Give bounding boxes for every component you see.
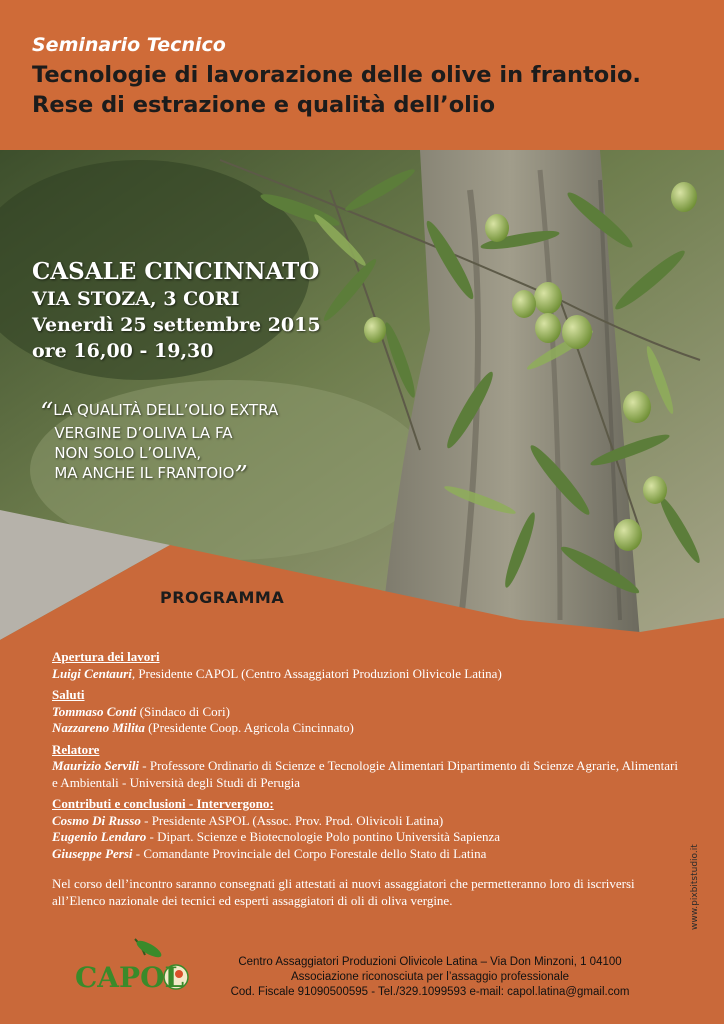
side-credit-text: www.pixbitstudio.it — [690, 844, 700, 930]
section-apertura — [52, 649, 682, 682]
section-saluti — [52, 687, 682, 737]
event-time: ore 16,00 - 19,30 — [32, 340, 214, 362]
relatore-heading: Relatore — [52, 741, 100, 757]
event-details — [32, 258, 321, 364]
title-line-2: Rese di estrazione e qualità dell’olio — [32, 92, 496, 118]
programma-heading: PROGRAMMA — [160, 588, 285, 607]
saluti-speaker-1: Tommaso Conti (Sindaco di Cori) — [52, 703, 230, 719]
quote-block — [40, 398, 360, 491]
footer-line-1: Centro Assaggiatori Produzioni Olivicole Latina – Via Don Minzoni, 1 04100 — [238, 956, 622, 968]
event-date: Venerdì 25 settembre 2015 — [32, 314, 321, 336]
contributi-heading: Contributi e conclusioni - Intervergono: — [52, 796, 274, 811]
footer-line-2: Associazione riconosciuta per l’assaggio professionale — [290, 971, 570, 983]
contributi-speaker-2: Eugenio Lendaro - Dipart. Scienze e Biotecnologie Polo pontino Università Sapienza — [52, 829, 501, 844]
logo-leaf — [134, 938, 163, 961]
contributi-speaker-3: Giuseppe Persi - Comandante Provinciale del Corpo Forestale dello Stato di Latina — [52, 845, 487, 861]
apertura-speaker: Luigi Centauri, Presidente CAPOL (Centro Assaggiatori Produzioni Olivicole Latina) — [52, 665, 502, 681]
section-relatore — [52, 742, 682, 792]
footer-contact — [205, 955, 655, 1000]
side-credit — [690, 830, 710, 930]
section-contributi — [52, 796, 682, 862]
logo-text: CAPOL — [75, 961, 185, 994]
saluti-speaker-2: Nazzareno Milita (Presidente Coop. Agricola Cincinnato) — [52, 720, 354, 735]
venue-address: VIA STOZA, 3 CORI — [32, 288, 240, 310]
seminar-kicker: Seminario Tecnico — [32, 34, 226, 56]
title-line-1: Tecnologie di lavorazione delle olive in frantoio. — [32, 62, 641, 88]
program-body — [52, 644, 682, 909]
closing-note: Nel corso dell’incontro saranno consegnati gli attestati ai nuovi assaggiatori che permetteranno loro di iscriversi all’Elenco nazionale dei tecnici ed esperti assaggiatori di oli di oliva vergine. — [52, 876, 635, 908]
close-quote-mark: ” — [234, 461, 248, 491]
quote-line-2: VERGINE D’OLIVA LA FA — [54, 424, 233, 442]
footer-line-3: Cod. Fiscale 91090500595 - Tel./329.1099593 e-mail: capol.latina@gmail.com — [230, 986, 630, 998]
quote-line-3: NON SOLO L’OLIVA, — [54, 444, 202, 462]
open-quote-mark: “ — [40, 398, 54, 428]
contributi-speaker-1: Cosmo Di Russo - Presidente ASPOL (Assoc. Prov. Prod. Olivicoli Latina) — [52, 812, 444, 828]
venue-name: CASALE CINCINNATO — [32, 258, 320, 285]
capol-logo — [75, 935, 205, 1005]
saluti-heading: Saluti — [52, 687, 85, 702]
quote-line-1: “LA QUALITÀ DELL’OLIO EXTRA — [40, 398, 279, 428]
quote-line-4: MA ANCHE IL FRANTOIO” — [54, 461, 248, 491]
relatore-speaker: Maurizio Servili - Professore Ordinario di Scienze e Tecnologie Alimentari Dipartimento di Scienze Agrarie, Alimentari e Ambientali - Università degli Studi di Perugia — [52, 758, 678, 790]
apertura-heading: Apertura dei lavori — [52, 649, 160, 664]
